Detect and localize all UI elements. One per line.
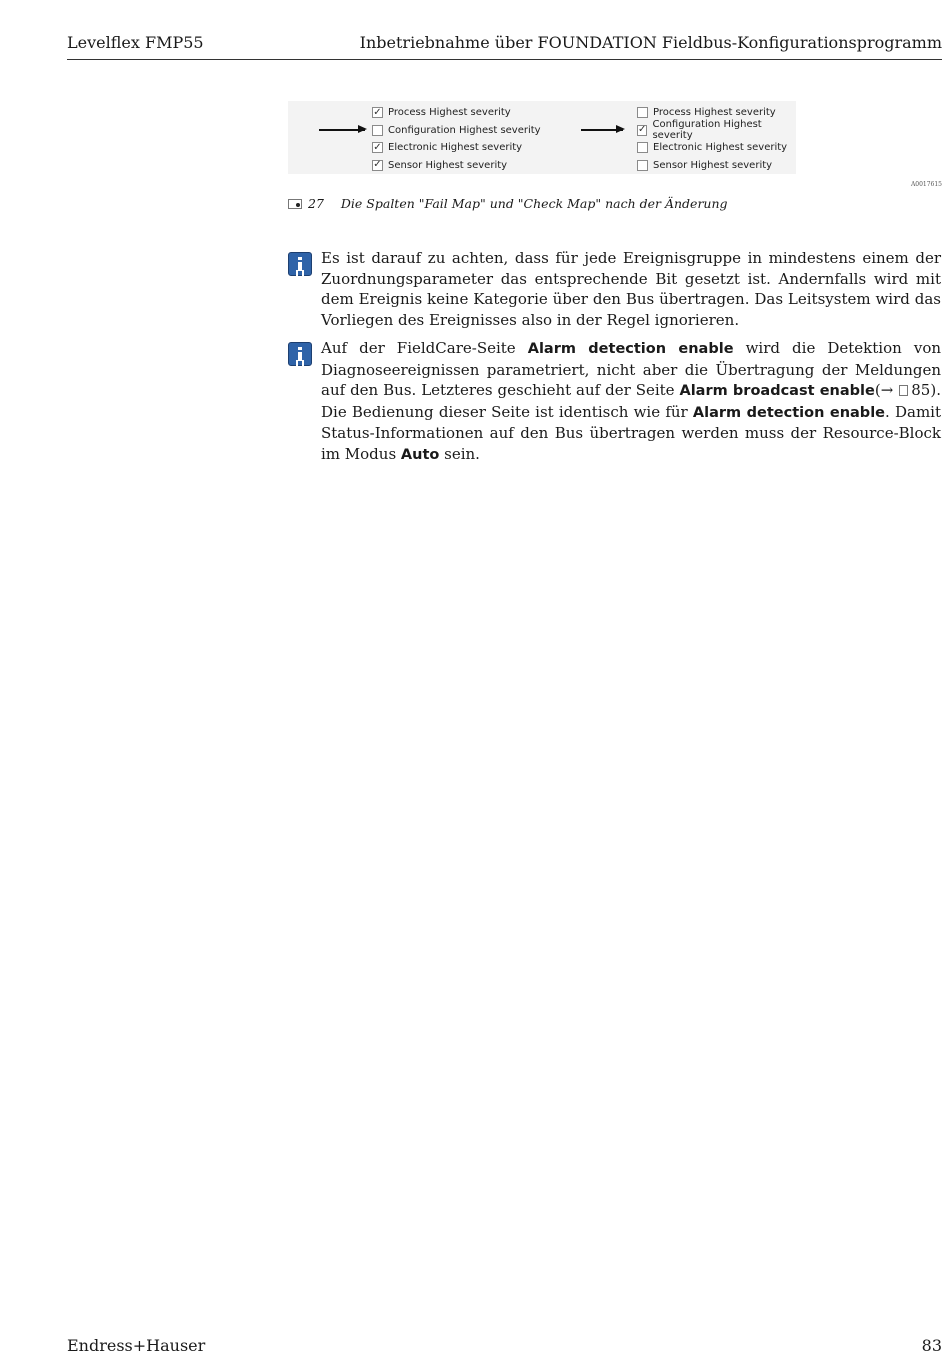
note-text: . Damit Status-Informationen auf den Bus übertragen werden muss der Resource-Block im Modus xyxy=(321,402,941,463)
checkbox-label: Electronic Highest severity xyxy=(653,142,788,154)
header-section-title: Inbetriebnahme über FOUNDATION Fieldbus-Konfigurationsprogramm xyxy=(359,33,942,52)
checkbox-label: Process Highest severity xyxy=(388,107,511,119)
note-paragraph: Es ist darauf zu achten, dass für jede Ereignisgruppe in mindestens einem der Zuordnungsparameter das entsprechende Bit gesetzt ist. Andernfalls wird mit dem Ereignis keine Kategorie über den Bus übertragen. Das Leitsystem wird das Vorliegen des Ereignisses also in der Regel ignorieren. xyxy=(321,249,941,329)
checkbox-label: Configuration Highest severity xyxy=(388,124,541,136)
header-product-name: Levelflex FMP55 xyxy=(67,33,204,52)
checkbox-label: Sensor Highest severity xyxy=(388,159,508,171)
note-text: (→ xyxy=(874,381,894,399)
param-name: Alarm broadcast enable xyxy=(679,383,875,399)
checkbox-checked-icon: ✓ xyxy=(638,124,647,136)
checkbox-row xyxy=(372,104,541,122)
checkbox-row xyxy=(372,157,541,175)
info-icon xyxy=(288,252,312,276)
checkbox-unchecked-icon xyxy=(637,107,648,118)
checkbox-checked-icon: ✓ xyxy=(373,159,382,171)
checkbox-unchecked-icon xyxy=(637,142,648,153)
arrow-icon xyxy=(581,129,623,131)
note-text: ). Die Bedienung dieser Seite ist identisch wie für xyxy=(321,381,941,421)
mode-name: Auto xyxy=(400,446,440,463)
checkbox-unchecked-icon xyxy=(637,160,648,171)
arrow-icon xyxy=(319,129,365,131)
check-map-column xyxy=(637,104,796,174)
page-number: 83 xyxy=(921,1336,942,1355)
checkbox-unchecked-icon xyxy=(372,125,383,136)
footer-company: Endress+Hauser xyxy=(67,1336,206,1355)
figure-code: A0017615 xyxy=(910,181,942,188)
checkbox-row xyxy=(637,119,796,142)
checkbox-label: Electronic Highest severity xyxy=(388,142,523,154)
figure-caption-text: Die Spalten "Fail Map" und "Check Map" nach der Änderung xyxy=(340,196,728,211)
page-reference-icon xyxy=(899,385,908,396)
page-reference-number[interactable]: 85 xyxy=(911,381,931,399)
note-text: sein. xyxy=(439,444,480,463)
info-icon xyxy=(288,342,312,366)
note-paragraph xyxy=(321,338,941,465)
param-name: Alarm detection enable xyxy=(692,404,885,421)
header-divider xyxy=(67,59,942,60)
checkbox-checked-icon: ✓ xyxy=(373,141,382,153)
note-text: wird die Detektion von Diagnoseereignissen parametriert, nicht aber die Übertragung der Meldungen auf den Bus. Letzteres geschieht auf der Seite xyxy=(321,339,942,399)
checkbox-row xyxy=(372,122,541,140)
figure-caption xyxy=(288,196,728,211)
figure-icon xyxy=(288,199,302,209)
figure-number: 27 xyxy=(308,196,324,211)
checkbox-row xyxy=(372,139,541,157)
checkbox-row xyxy=(637,139,796,157)
checkbox-label: Sensor Highest severity xyxy=(653,159,773,171)
checkbox-checked-icon: ✓ xyxy=(373,106,382,118)
checkbox-label: Process Highest severity xyxy=(653,107,776,119)
param-name: Alarm detection enable xyxy=(527,341,734,357)
checkbox-label: Configuration Highest severity xyxy=(652,119,762,142)
fail-map-column xyxy=(372,104,541,174)
note-text: Auf der FieldCare-Seite xyxy=(321,339,528,357)
checkbox-row xyxy=(637,157,796,175)
figure-screenshot xyxy=(288,101,796,174)
